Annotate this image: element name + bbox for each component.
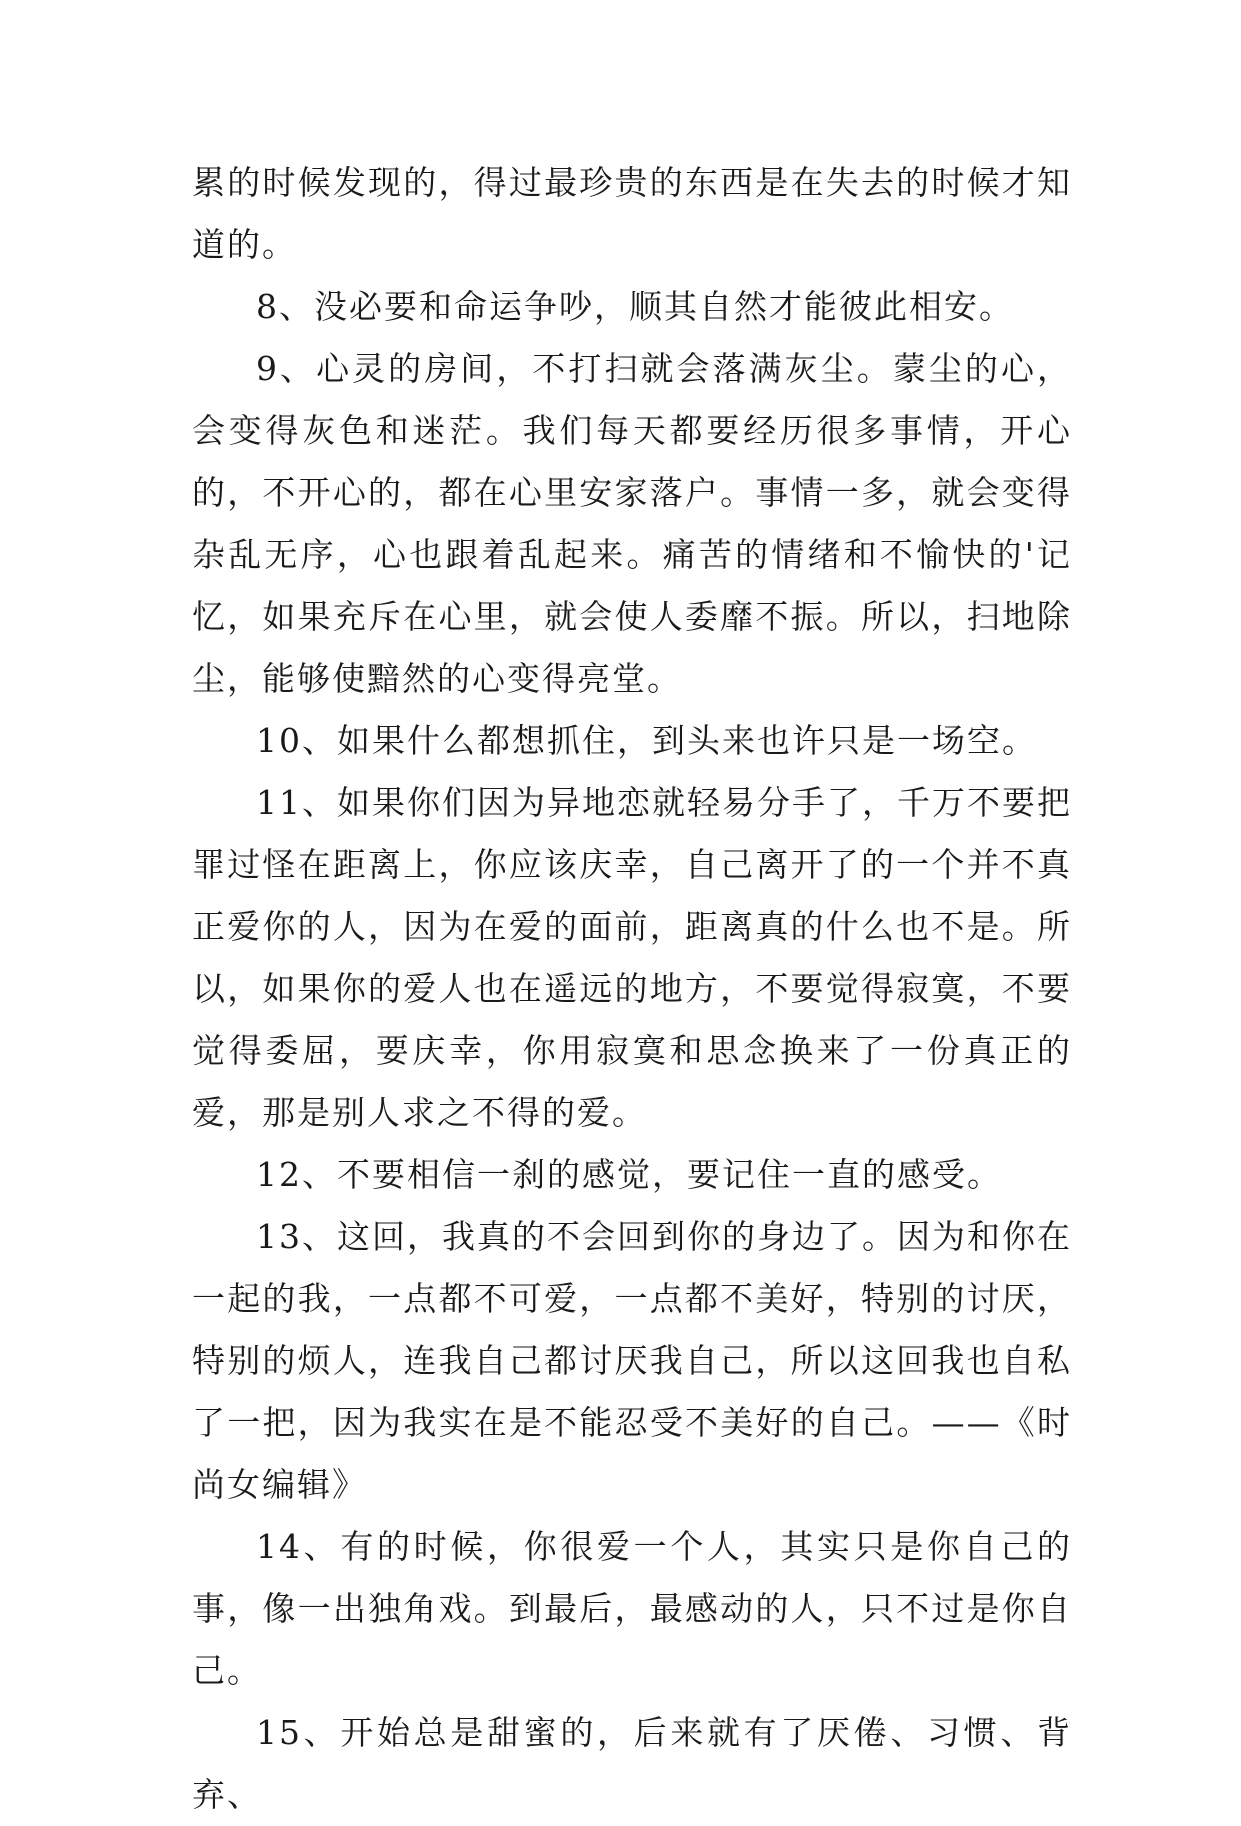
- document-body: [192, 152, 1072, 1826]
- paragraph-item-15: 15、开始总是甜蜜的，后来就有了厌倦、习惯、背弃、: [192, 1713, 1072, 1814]
- paragraph-item-13: 13、这回，我真的不会回到你的身边了。因为和你在一起的我，一点都不可爱，一点都不美好，特别的讨厌，特别的烦人，连我自己都讨厌我自己，所以这回我也自私了一把，因为我实在是不能忍受不美好的自己。——《时尚女编辑》: [192, 1217, 1072, 1504]
- paragraph-item-8: 8、没必要和命运争吵，顺其自然才能彼此相安。: [256, 287, 1014, 326]
- paragraph-item-10: 10、如果什么都想抓住，到头来也许只是一场空。: [256, 721, 1037, 760]
- paragraph-item-12: 12、不要相信一刹的感觉，要记住一直的感受。: [256, 1155, 1002, 1194]
- paragraph-item-9: 9、心灵的房间，不打扫就会落满灰尘。蒙尘的心，会变得灰色和迷茫。我们每天都要经历很多事情，开心的，不开心的，都在心里安家落户。事情一多，就会变得杂乱无序，心也跟着乱起来。痛苦的情绪和不愉快的'记忆，如果充斥在心里，就会使人委靡不振。所以，扫地除尘，能够使黯然的心变得亮堂。: [192, 349, 1072, 698]
- paragraph-item-14: 14、有的时候，你很爱一个人，其实只是你自己的事，像一出独角戏。到最后，最感动的人，只不过是你自己。: [192, 1527, 1072, 1690]
- paragraph-item-11: 11、如果你们因为异地恋就轻易分手了，千万不要把罪过怪在距离上，你应该庆幸，自己离开了的一个并不真正爱你的人，因为在爱的面前，距离真的什么也不是。所以，如果你的爱人也在遥远的地方，不要觉得寂寞，不要觉得委屈，要庆幸，你用寂寞和思念换来了一份真正的爱，那是别人求之不得的爱。: [192, 783, 1072, 1132]
- paragraph-continuation: 累的时候发现的，得过最珍贵的东西是在失去的时候才知道的。: [192, 163, 1072, 264]
